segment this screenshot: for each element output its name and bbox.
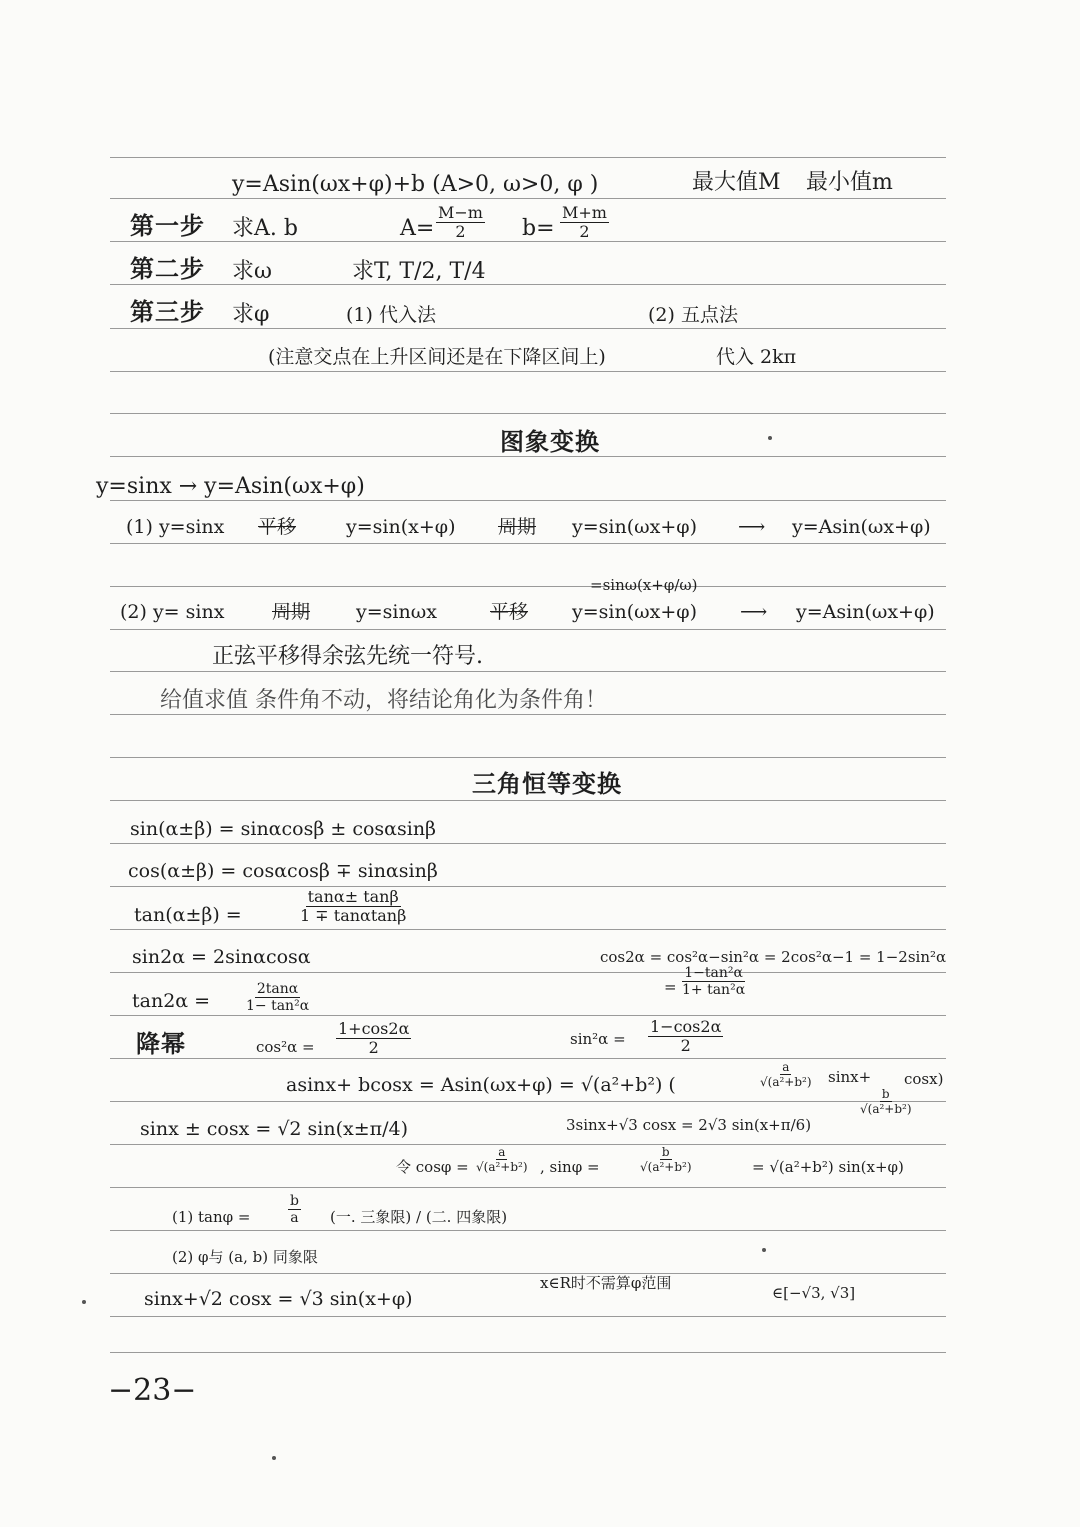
- fraction-numerator: 1+cos2α: [338, 1019, 410, 1038]
- aux-fraction-b: [860, 1088, 912, 1115]
- fraction-numerator: 2tanα: [256, 981, 299, 997]
- ruled-line: [110, 629, 946, 630]
- path1-prefix: (1) y=sinx: [126, 516, 225, 538]
- scan-speck: [82, 1300, 86, 1304]
- section-title-graph-transform: 图象变换: [500, 427, 600, 456]
- cos-square-fraction: [336, 1021, 411, 1056]
- tan-sum-lhs: tan(α±β) =: [134, 904, 242, 926]
- fraction-denominator: √(a²+b²): [640, 1160, 692, 1174]
- fraction-numerator: a: [782, 1060, 790, 1074]
- same-quadrant-note: (2) φ与 (a, b) 同象限: [172, 1248, 318, 1266]
- ruled-line: [110, 371, 946, 372]
- ruled-line: [110, 241, 946, 242]
- let-cos-lhs: 令 cosφ =: [396, 1158, 469, 1176]
- ruled-line: [110, 1273, 946, 1274]
- sin-double-formula: sin2α = 2sinαcosα: [132, 946, 311, 968]
- fraction-denominator: 1+ tan²α: [682, 982, 746, 998]
- path2-above: =sinω(x+φ/ω): [590, 576, 698, 594]
- fraction-denominator: 1 ∓ tanαtanβ: [300, 906, 407, 925]
- fraction-numerator: tanα± tanβ: [307, 887, 399, 906]
- path1-arrow: ⟶: [738, 516, 766, 538]
- tan-sum-fraction: [300, 889, 406, 924]
- fraction-numerator: b: [881, 1087, 890, 1101]
- cos-square-lhs: cos²α =: [256, 1038, 315, 1056]
- aux-fraction-a: [760, 1061, 812, 1088]
- ruled-line: [110, 1101, 946, 1102]
- step1-b-fraction: [560, 205, 609, 240]
- fraction-denominator: 2: [579, 222, 590, 241]
- remark-condition-angle: 给值求值 条件角不动，将结论角化为条件角！: [160, 688, 607, 713]
- ruled-line: [110, 1015, 946, 1016]
- ruled-line: [110, 413, 946, 414]
- fraction-numerator: b: [661, 1145, 670, 1159]
- path1-arrow-shift: 平移: [258, 516, 297, 538]
- path1-mid2: y=sin(ωx+φ): [572, 516, 697, 538]
- tan-phi-fraction: [288, 1194, 301, 1225]
- transform-head: y=sinx → y=Asin(ωx+φ): [96, 474, 365, 499]
- cos-double-formula: cos2α = cos²α−sin²α = 2cos²α−1 = 1−2sin²α: [600, 948, 947, 966]
- step2-detail: 求T, T/2, T/4: [352, 259, 486, 284]
- step1-a-fraction: [436, 205, 485, 240]
- fraction-numerator: b: [290, 1193, 299, 1209]
- let-fraction-b: [640, 1146, 692, 1173]
- aux-angle-lhs: asinx+ bcosx = Asin(ωx+φ) = √(a²+b²) (: [286, 1074, 676, 1096]
- section-title-identities: 三角恒等变换: [472, 769, 622, 798]
- scan-speck: [762, 1248, 766, 1252]
- ruled-line: [110, 1187, 946, 1188]
- ruled-line: [110, 586, 946, 587]
- example-sin-root2: sinx+√2 cosx = √3 sin(x+φ): [144, 1288, 413, 1310]
- cos-sum-formula: cos(α±β) = cosαcosβ ∓ sinαsinβ: [128, 860, 438, 882]
- fraction-numerator: 1−cos2α: [650, 1017, 722, 1036]
- ruled-line: [110, 929, 946, 930]
- ruled-line: [110, 714, 946, 715]
- sin-sum-formula: sin(α±β) = sinαcosβ ± cosαsinβ: [130, 818, 437, 840]
- cos-double-eq: =: [664, 978, 677, 996]
- min-label: 最小值m: [806, 170, 893, 195]
- tan-phi-lhs: (1) tanφ =: [172, 1208, 251, 1226]
- path2-end: y=Asin(ωx+φ): [796, 601, 935, 623]
- fraction-numerator: 1−tan²α: [684, 965, 743, 981]
- let-fraction-a: [476, 1146, 528, 1173]
- scan-speck: [768, 436, 772, 440]
- fraction-denominator: 1− tan²α: [246, 998, 310, 1014]
- tan-phi-quadrants: (一. 三象限) / (二. 四象限): [330, 1208, 508, 1226]
- path2-arrow-shift: 平移: [490, 601, 529, 623]
- ruled-line: [110, 972, 946, 973]
- fraction-denominator: √(a²+b²): [476, 1160, 528, 1174]
- step1-task: 求A. b: [232, 216, 298, 241]
- ruled-line: [110, 198, 946, 199]
- ruled-line: [110, 1316, 946, 1317]
- step3-method1: (1) 代入法: [346, 304, 436, 326]
- tan-double-lhs: tan2α =: [132, 990, 211, 1012]
- cos-double-tan-fraction: [682, 966, 745, 997]
- ruled-line: [110, 671, 946, 672]
- ruled-line: [110, 800, 946, 801]
- ruled-line: [110, 328, 946, 329]
- sin-square-lhs: sin²α =: [570, 1030, 626, 1048]
- path2-mid2: y=sin(ωx+φ): [572, 601, 697, 623]
- step2-task: 求ω: [232, 259, 272, 284]
- sin-square-fraction: [648, 1019, 723, 1054]
- ruled-line: [110, 284, 946, 285]
- example-sin-cos: sinx ± cosx = √2 sin(x±π/4): [140, 1118, 409, 1140]
- path1-end: y=Asin(ωx+φ): [792, 516, 931, 538]
- fraction-numerator: a: [498, 1145, 506, 1159]
- substitute-note: 代入 2kπ: [716, 346, 797, 368]
- remark-sign: 正弦平移得余弦先统一符号.: [212, 644, 483, 669]
- intro-formula: y=Asin(ωx+φ)+b (A>0, ω>0, φ ): [232, 172, 599, 197]
- step3-method2: (2) 五点法: [648, 304, 738, 326]
- scan-speck: [272, 1456, 276, 1460]
- path2-arrow: ⟶: [740, 601, 768, 623]
- step1-label: 第一步: [130, 211, 205, 240]
- fraction-denominator: 2: [455, 222, 466, 241]
- reduce-power-label: 降幂: [136, 1029, 186, 1058]
- path1-arrow-period: 周期: [498, 516, 537, 538]
- ruled-line: [110, 500, 946, 501]
- example-3sin: 3sinx+√3 cosx = 2√3 sin(x+π/6): [566, 1116, 812, 1134]
- step2-label: 第二步: [130, 254, 205, 283]
- ruled-line: [110, 843, 946, 844]
- fraction-denominator: √(a²+b²): [860, 1102, 912, 1116]
- aux-result: = √(a²+b²) sin(x+φ): [752, 1158, 904, 1176]
- ruled-line: [110, 1352, 946, 1353]
- intersection-note: (注意交点在上升区间还是在下降区间上): [268, 346, 606, 368]
- ruled-line: [110, 1144, 946, 1145]
- step3-label: 第三步: [130, 297, 205, 326]
- step1-b-lhs: b=: [522, 216, 555, 241]
- let-sin-lhs: , sinφ =: [540, 1158, 600, 1176]
- ruled-line: [110, 757, 946, 758]
- ruled-line: [110, 543, 946, 544]
- path1-mid1: y=sin(x+φ): [346, 516, 456, 538]
- path2-arrow-period: 周期: [272, 601, 311, 623]
- aux-tail: cosx): [904, 1070, 944, 1088]
- ruled-line: [110, 157, 946, 158]
- page-number: −23−: [108, 1373, 197, 1408]
- fraction-denominator: 2: [680, 1036, 691, 1055]
- fraction-denominator: √(a²+b²): [760, 1075, 812, 1089]
- ruled-line: [110, 456, 946, 457]
- max-label: 最大值M: [692, 170, 781, 195]
- step3-task: 求φ: [232, 302, 270, 327]
- no-range-needed-note: x∈R时不需算φ范围: [540, 1274, 672, 1292]
- step1-a-lhs: A=: [400, 216, 435, 241]
- fraction-numerator: M−m: [438, 203, 483, 222]
- ruled-line: [110, 1058, 946, 1059]
- fraction-numerator: M+m: [562, 203, 607, 222]
- ruled-line: [110, 1230, 946, 1231]
- aux-mid: sinx+: [828, 1068, 872, 1086]
- value-range: ∈[−√3, √3]: [772, 1284, 856, 1302]
- fraction-denominator: 2: [368, 1038, 379, 1057]
- fraction-denominator: a: [290, 1210, 299, 1226]
- ruled-line: [110, 886, 946, 887]
- path2-mid1: y=sinωx: [356, 601, 437, 623]
- tan-double-fraction: [246, 982, 309, 1013]
- path2-prefix: (2) y= sinx: [120, 601, 225, 623]
